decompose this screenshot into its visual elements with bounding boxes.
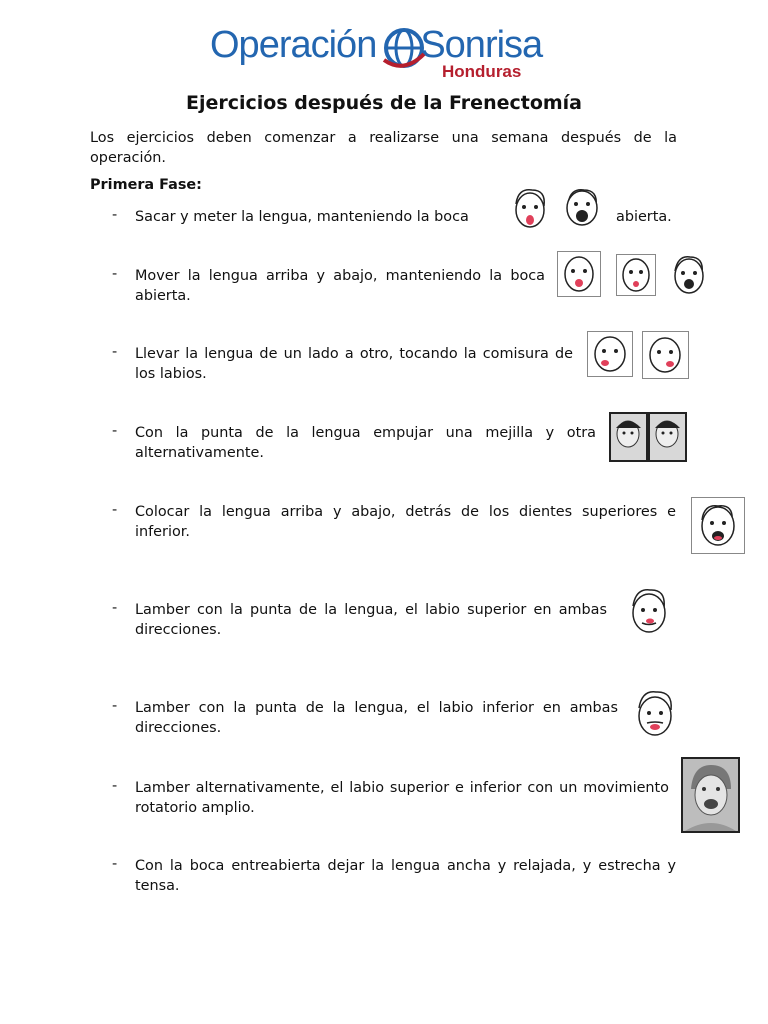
phase-heading: Primera Fase: — [90, 177, 202, 193]
face-mouth-open-icon — [562, 186, 602, 232]
exercise-item-6: Lamber con la punta de la lengua, el labio superior en ambas direcciones. — [135, 602, 607, 638]
bullet-dash: - — [112, 502, 118, 518]
face-mouth-open-icon — [691, 497, 745, 554]
exercise-item-2: Mover la lengua arriba y abajo, manteniendo la boca abierta. — [135, 268, 545, 304]
face-tongue-left-icon — [587, 331, 633, 377]
exercise-item-5: Colocar la lengua arriba y abajo, detrás de los dientes superiores e inferior. — [135, 504, 676, 540]
face-lick-upper-lip-icon — [626, 584, 672, 639]
exercise-item-7: Lamber con la punta de la lengua, el labio inferior en ambas direcciones. — [135, 700, 618, 736]
logo-text: Operación Sonrisa — [210, 24, 543, 66]
photo-cheek-left — [609, 412, 648, 462]
bullet-dash: - — [112, 344, 118, 360]
globe-icon — [380, 24, 428, 76]
bullet-dash: - — [112, 423, 118, 439]
bullet-dash: - — [112, 600, 118, 616]
face-mouth-open-icon — [670, 253, 708, 297]
face-tongue-up-icon — [557, 251, 601, 297]
bullet-dash: - — [112, 266, 118, 282]
face-tongue-right-icon — [642, 331, 689, 379]
exercise-item-8: Lamber alternativamente, el labio superior e inferior con un movimiento rotatorio amplio. — [135, 780, 669, 816]
page-title: Ejercicios después de la Frenectomía — [185, 92, 583, 114]
bullet-dash: - — [112, 856, 118, 872]
exercise-item-1-tail: abierta. — [616, 209, 672, 225]
logo-country: Honduras — [442, 62, 522, 81]
photo-cheek-right — [648, 412, 687, 462]
bullet-dash: - — [112, 778, 118, 794]
exercise-item-3: Llevar la lengua de un lado a otro, tocando la comisura de los labios. — [135, 346, 573, 382]
bullet-dash: - — [112, 207, 118, 223]
photo-rotating-tongue — [681, 757, 740, 833]
bullet-dash: - — [112, 698, 118, 714]
exercise-item-1: Sacar y meter la lengua, manteniendo la boca — [135, 209, 469, 225]
operacion-sonrisa-logo — [210, 22, 543, 84]
face-tongue-out-icon — [510, 186, 550, 232]
exercise-item-9: Con la boca entreabierta dejar la lengua ancha y relajada, y estrecha y tensa. — [135, 858, 676, 894]
face-tongue-down-icon — [616, 254, 656, 296]
exercise-item-4: Con la punta de la lengua empujar una mejilla y otra alternativamente. — [135, 425, 596, 461]
face-lick-lower-lip-icon — [631, 686, 679, 742]
intro-paragraph: Los ejercicios deben comenzar a realizarse una semana después de la operación. — [90, 130, 677, 166]
